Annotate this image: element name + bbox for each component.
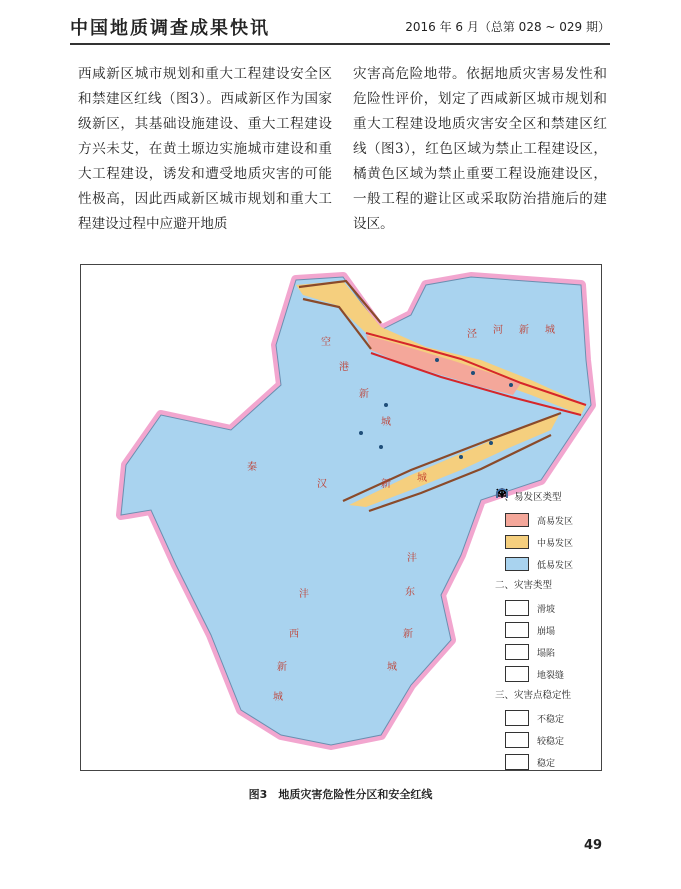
body-text-left: 西咸新区城市规划和重大工程建设安全区和禁建区红线（图3）。西咸新区作为国家级新区，其基础设施建设、重大工程建设方兴未艾，在黄土塬边实施城市建设和重大工程建设，诱发和遭受地质灾害的可能性极高，因此西咸新区城市规划和重大工程建设过程中应避开地质 — [78, 66, 332, 232]
legend-item-less-stable — [495, 729, 595, 751]
legend-label-landslide: 滑坡 — [537, 604, 556, 615]
map-label: 泾 — [467, 329, 477, 340]
legend-item-landslide — [495, 597, 595, 619]
map-label: 东 — [405, 587, 415, 598]
map-legend — [495, 487, 595, 771]
legend-item-ground-fissure — [495, 663, 595, 685]
page-number: 49 — [584, 838, 603, 853]
hazard-point — [471, 371, 475, 375]
hazard-point — [459, 455, 463, 459]
legend-label-subsidence: 塌陷 — [537, 648, 556, 659]
legend-section-stability: 三、灾害点稳定性 — [495, 690, 572, 701]
legend-label-collapse: 崩塌 — [537, 626, 556, 637]
legend-label-high: 高易发区 — [537, 516, 574, 527]
hazard-point — [509, 383, 513, 387]
hazard-point — [379, 445, 383, 449]
map-label: 城 — [273, 692, 283, 703]
map-label: 沣 — [407, 553, 417, 564]
legend-label-less-stable: 较稳定 — [537, 736, 565, 747]
map-label: 空 — [321, 337, 331, 348]
legend-item-collapse — [495, 619, 595, 641]
hazard-point — [384, 403, 388, 407]
map-label: 河 — [493, 325, 503, 336]
hazard-point — [435, 358, 439, 362]
page-header — [70, 12, 610, 42]
subsidence-icon — [505, 644, 529, 660]
collapse-icon — [505, 622, 529, 638]
map-label: 港 — [339, 362, 349, 373]
legend-item-medium — [495, 531, 595, 553]
map-label: 城 — [417, 473, 427, 484]
stable-icon — [505, 754, 529, 770]
figure-map — [80, 264, 602, 771]
map-label: 新 — [519, 325, 529, 336]
legend-item-stable — [495, 751, 595, 771]
hazard-point — [359, 431, 363, 435]
legend-item-low — [495, 553, 595, 575]
map-label: 秦 — [247, 462, 257, 473]
map-label: 城 — [381, 417, 391, 428]
map-label: 新 — [381, 479, 391, 490]
header-rule — [70, 43, 610, 45]
map-label: 新 — [403, 629, 413, 640]
map-label: 西 — [289, 629, 299, 640]
legend-item-subsidence — [495, 641, 595, 663]
less-stable-icon — [505, 732, 529, 748]
unstable-icon — [505, 710, 529, 726]
journal-title: 中国地质调查成果快讯 — [70, 18, 270, 39]
legend-label-low: 低易发区 — [537, 560, 574, 571]
legend-label-medium: 中易发区 — [537, 538, 574, 549]
legend-item-high — [495, 509, 595, 531]
map-label: 新 — [277, 662, 287, 673]
map-label: 城 — [545, 325, 555, 336]
body-text-right: 灾害高危险地带。依据地质灾害易发性和危险性评价，划定了西咸新区城市规划和重大工程建设地质灾害安全区和禁建区红线（图3），红色区域为禁止工程建设区，橘黄色区域为禁止重要工程设施建设区，一般工程的避让区或采取防治措施后的建设区。 — [353, 66, 607, 232]
map-label: 汉 — [317, 479, 327, 490]
legend-section-hazard: 二、灾害类型 — [495, 580, 553, 591]
legend-label-stable: 稳定 — [537, 758, 556, 769]
hazard-point — [489, 441, 493, 445]
ground-fissure-icon — [505, 666, 529, 682]
figure-caption: 图3 地质灾害危险性分区和安全红线 — [248, 788, 433, 801]
swatch-high — [505, 513, 529, 527]
landslide-icon — [505, 600, 529, 616]
map-label: 城 — [387, 662, 397, 673]
legend-item-unstable — [495, 707, 595, 729]
map-label: 新 — [359, 389, 369, 400]
swatch-low — [505, 557, 529, 571]
issue-info: 2016 年 6 月（总第 028 ~ 029 期） — [405, 20, 610, 34]
swatch-medium — [505, 535, 529, 549]
legend-label-unstable: 不稳定 — [537, 714, 565, 725]
map-label: 沣 — [299, 589, 309, 600]
legend-section-prone: 一、易发区类型 — [495, 492, 562, 503]
legend-label-ground-fissure: 地裂缝 — [537, 670, 565, 681]
